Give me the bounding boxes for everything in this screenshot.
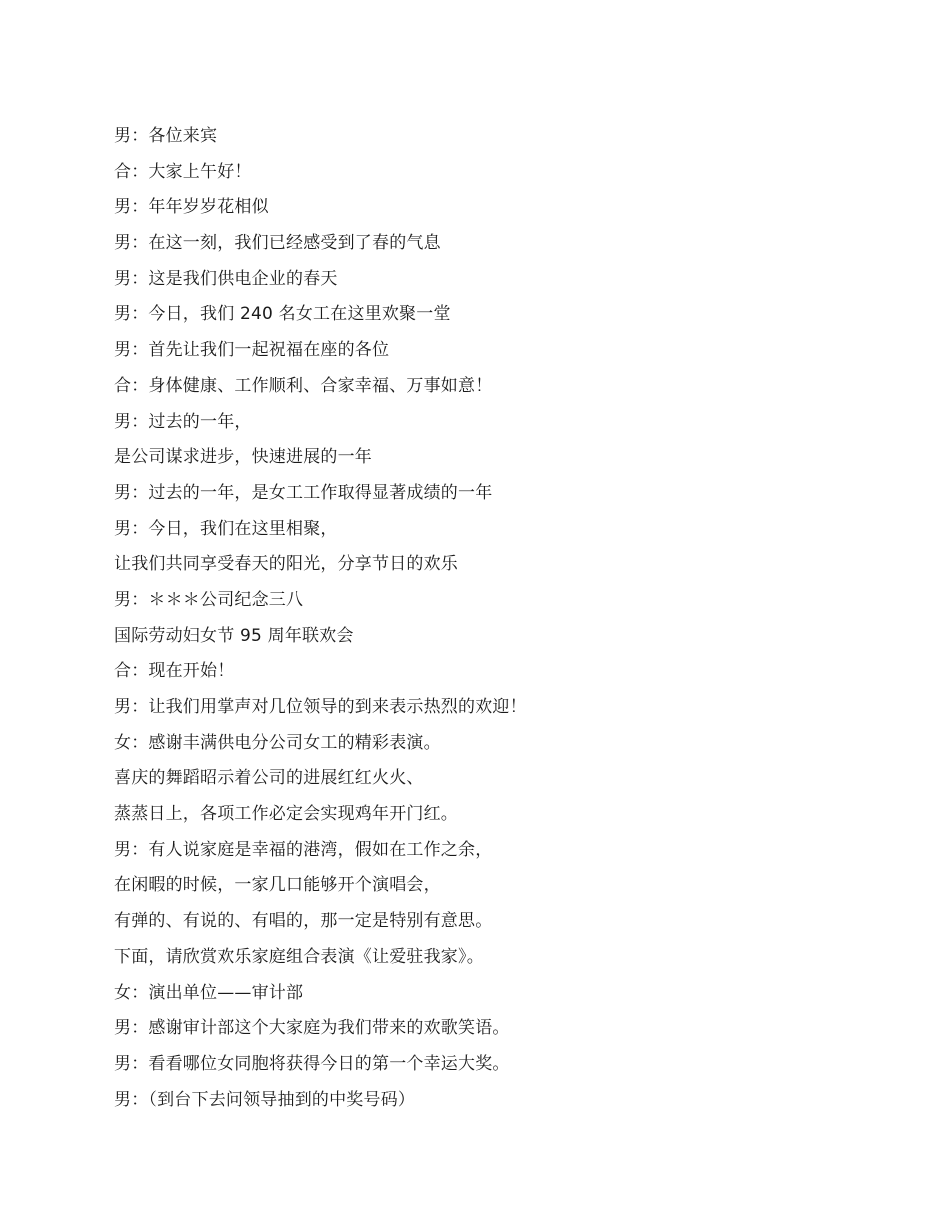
document-body bbox=[114, 119, 874, 1118]
script-line: 合：身体健康、工作顺利、合家幸福、万事如意！ bbox=[114, 375, 493, 396]
script-line: 男：各位来宾 bbox=[114, 126, 218, 146]
script-line: 男：（到台下去问领导抽到的中奖号码） bbox=[114, 1089, 416, 1110]
script-line: 女：感谢丰满供电分公司女工的精彩表演。 bbox=[114, 732, 441, 753]
script-line: 男：今日，我们 240 名女工在这里欢聚一堂 bbox=[114, 304, 451, 325]
script-line: 男：有人说家庭是幸福的港湾，假如在工作之余， bbox=[114, 839, 493, 860]
script-line: 男：在这一刻，我们已经感受到了春的气息 bbox=[114, 233, 441, 254]
script-line: 男：首先让我们一起祝福在座的各位 bbox=[114, 340, 390, 361]
script-line: 国际劳动妇女节 95 周年联欢会 bbox=[114, 625, 354, 646]
script-line: 男：这是我们供电企业的春天 bbox=[114, 268, 338, 289]
script-line: 是公司谋求进步，快速进展的一年 bbox=[114, 447, 372, 468]
script-line: 男：过去的一年，是女工工作取得显著成绩的一年 bbox=[114, 482, 493, 503]
script-line: 合：现在开始！ bbox=[114, 661, 235, 682]
script-line: 让我们共同享受春天的阳光，分享节日的欢乐 bbox=[114, 554, 458, 575]
script-line: 男：年年岁岁花相似 bbox=[114, 197, 269, 218]
script-line: 喜庆的舞蹈昭示着公司的进展红红火火、 bbox=[114, 768, 424, 789]
script-line: 有弹的、有说的、有唱的，那一定是特别有意思。 bbox=[114, 911, 493, 932]
script-line: 男：看看哪位女同胞将获得今日的第一个幸运大奖。 bbox=[114, 1053, 510, 1074]
script-line: 男：＊＊＊公司纪念三八 bbox=[114, 589, 304, 610]
script-line: 男：让我们用掌声对几位领导的到来表示热烈的欢迎！ bbox=[114, 697, 527, 717]
script-line: 女：演出单位——审计部 bbox=[114, 982, 304, 1003]
script-line: 男：今日，我们在这里相聚， bbox=[114, 518, 338, 539]
script-line: 蒸蒸日上，各项工作必定会实现鸡年开门红。 bbox=[114, 804, 458, 825]
script-line: 男：感谢审计部这个大家庭为我们带来的欢歌笑语。 bbox=[114, 1018, 510, 1039]
script-line: 在闲暇的时候，一家几口能够开个演唱会， bbox=[114, 875, 441, 896]
script-line: 下面，请欣赏欢乐家庭组合表演《让爱驻我家》。 bbox=[114, 946, 484, 967]
script-line: 合：大家上午好！ bbox=[114, 161, 252, 182]
script-line: 男：过去的一年， bbox=[114, 411, 252, 432]
